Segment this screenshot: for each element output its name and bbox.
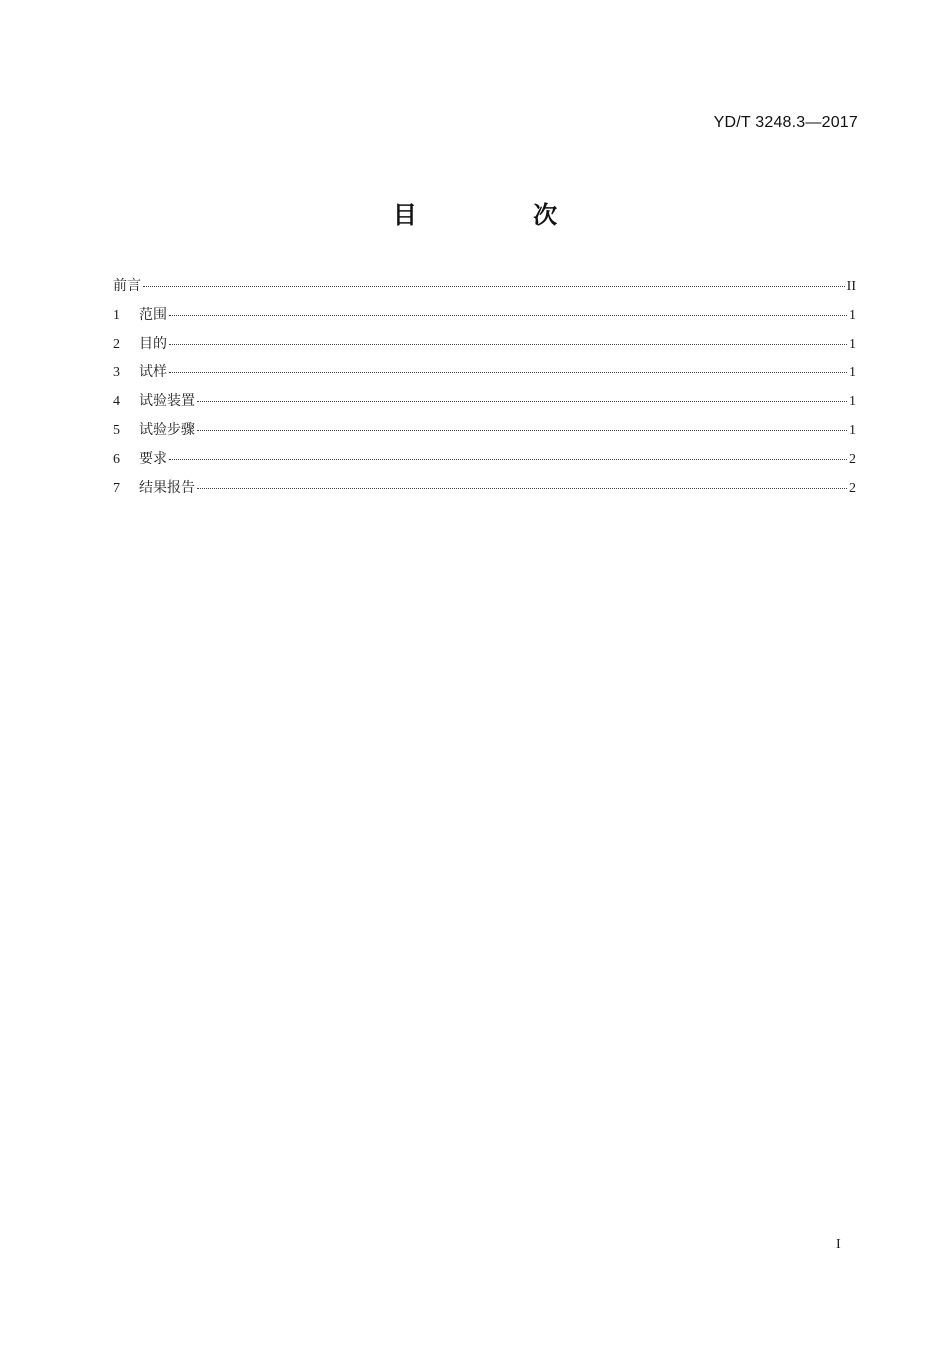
toc-entry-number: 7 [113,480,120,496]
toc-entry-label: 范围 [139,306,167,323]
toc-entry-page: 1 [849,336,856,352]
toc-entry-label: 试验步骤 [139,421,195,438]
document-code: YD/T 3248.3—2017 [713,114,858,131]
toc-title: 目 次 [392,201,612,229]
toc-entry-procedure[interactable] [113,416,856,445]
toc-entry-number: 2 [113,336,120,352]
toc-entry-label: 试样 [139,364,167,381]
toc-entry-page: 1 [849,307,856,323]
toc-entry-label: 要求 [139,450,167,467]
toc-entry-apparatus[interactable] [113,387,856,416]
toc-entry-page: 2 [849,480,856,496]
dot-leader [197,401,847,402]
dot-leader [169,459,847,460]
table-of-contents [113,272,856,502]
toc-entry-label: 结果报告 [139,479,195,496]
toc-entry-page: 2 [849,451,856,467]
toc-entry-number: 1 [113,307,120,323]
toc-entry-page: 1 [849,422,856,438]
toc-entry-number: 5 [113,422,120,438]
toc-entry-specimen[interactable] [113,358,856,387]
toc-entry-page: 1 [849,365,856,381]
page-number: I [836,1237,841,1252]
toc-entry-number: 4 [113,394,120,410]
toc-entry-requirements[interactable] [113,445,856,474]
toc-entry-label: 目的 [139,335,167,352]
toc-entry-page: 1 [849,394,856,410]
toc-entry-label: 试验装置 [139,393,195,410]
toc-entry-report[interactable] [113,474,856,503]
dot-leader [169,315,847,316]
dot-leader [169,344,847,345]
toc-entry-number: 3 [113,365,120,381]
dot-leader [197,430,847,431]
toc-entry-foreword[interactable] [113,272,856,301]
toc-entry-scope[interactable] [113,301,856,330]
toc-entry-number: 6 [113,451,120,467]
toc-entry-page: II [846,279,856,294]
toc-entry-purpose[interactable] [113,330,856,359]
dot-leader [143,286,845,287]
dot-leader [197,488,847,489]
toc-entry-label: 前言 [113,278,141,294]
dot-leader [169,372,847,373]
